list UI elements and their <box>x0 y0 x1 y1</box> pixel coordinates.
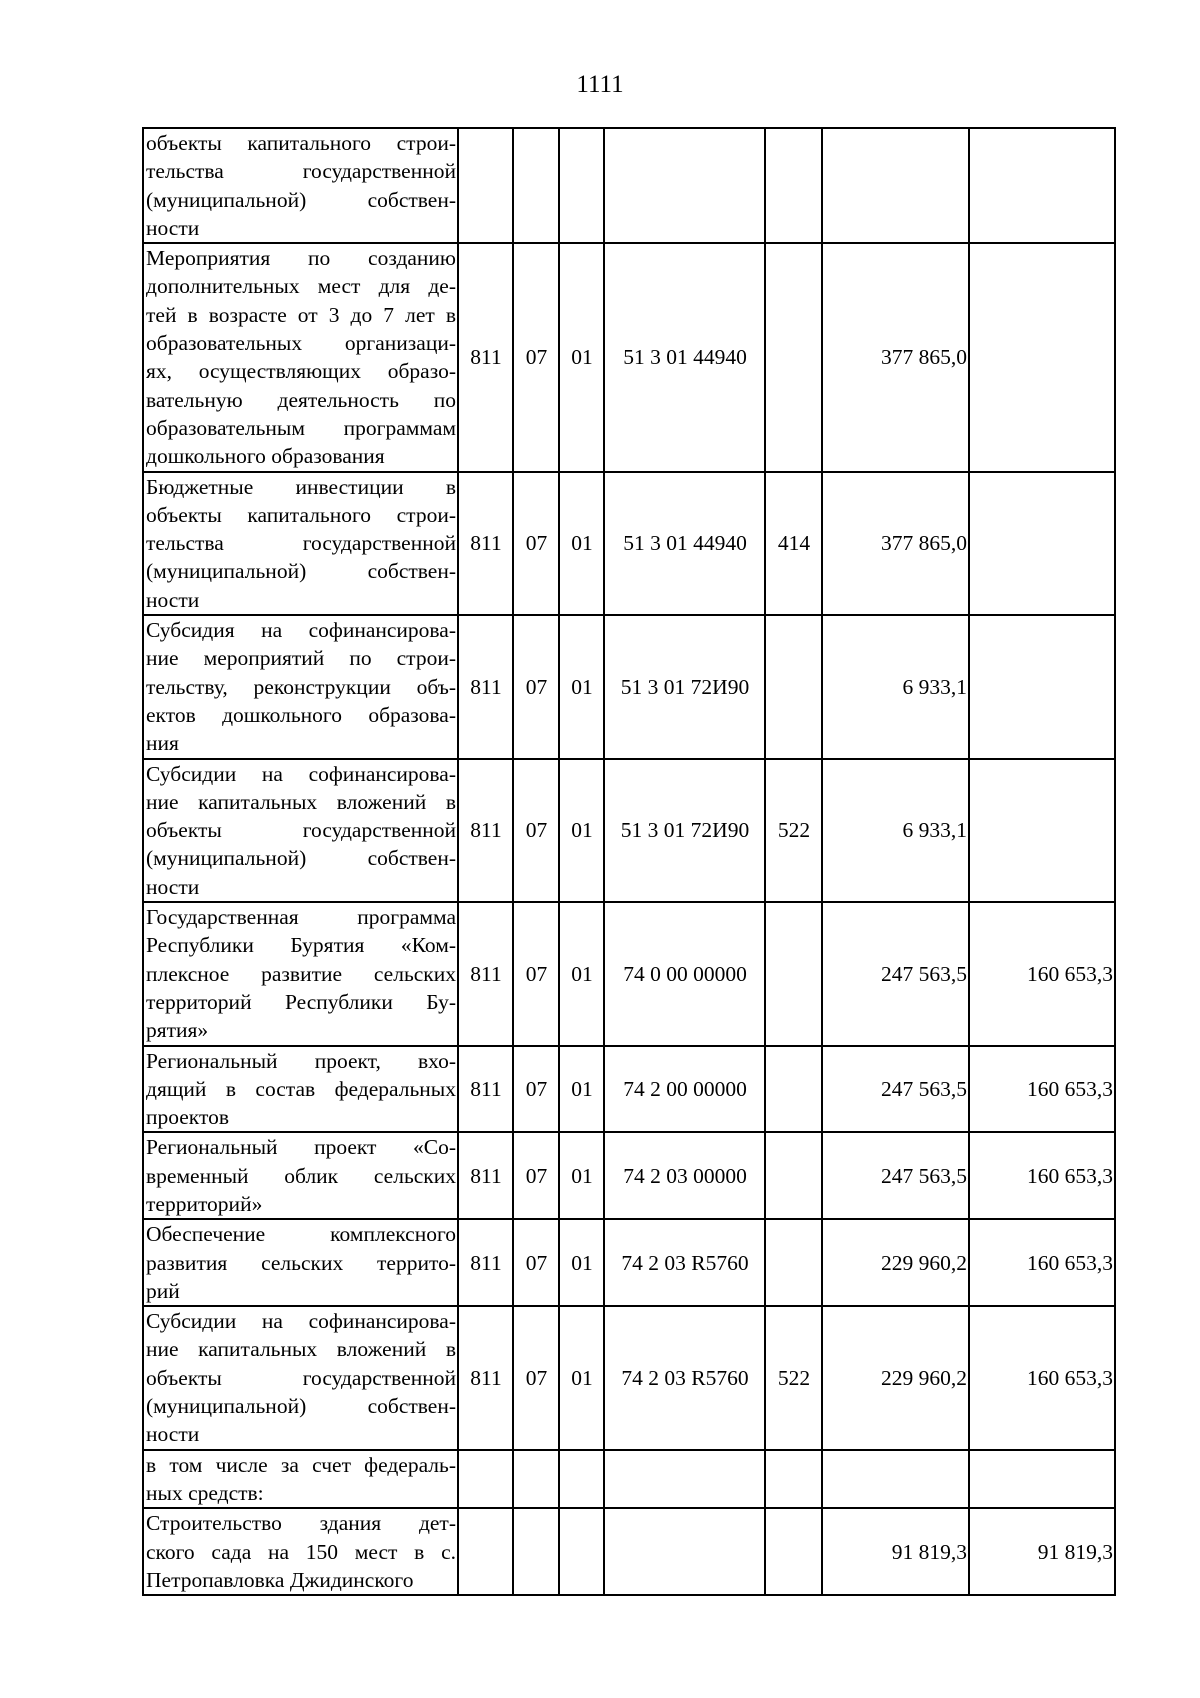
expense-type-cell <box>765 243 822 471</box>
item-name-line: территорий Республики Бу- <box>146 989 456 1014</box>
amount-cell: 160 653,3 <box>969 1132 1115 1219</box>
ministry-code-cell: 811 <box>458 472 513 615</box>
expense-type-cell <box>765 1508 822 1595</box>
table-row <box>143 615 1115 758</box>
item-name-line: Субсидия на софинансирова- <box>146 618 456 643</box>
target-article-cell: 74 2 03 R5760 <box>604 1306 765 1449</box>
target-article-cell: 74 2 03 R5760 <box>604 1219 765 1306</box>
item-name-line: Петропавловка Джидинского <box>146 1567 414 1592</box>
section-code-cell <box>513 1508 559 1595</box>
subsection-code-cell: 01 <box>559 1046 604 1133</box>
item-name-line: плексное развитие сельских <box>146 961 456 986</box>
item-name-cell <box>143 615 458 758</box>
item-name-line: ние капитальных вложений в <box>146 1337 456 1362</box>
ministry-code-cell <box>458 1508 513 1595</box>
target-article-cell <box>604 1508 765 1595</box>
section-code-cell: 07 <box>513 1046 559 1133</box>
table-row <box>143 128 1115 243</box>
amount-cell: 91 819,3 <box>822 1508 969 1595</box>
item-name-line: временный облик сельских <box>146 1163 456 1188</box>
amount-cell <box>969 472 1115 615</box>
item-name-line: ектов дошкольного образова- <box>146 702 456 727</box>
item-name-cell <box>143 1450 458 1509</box>
item-name-line: Субсидии на софинансирова- <box>146 1309 456 1334</box>
item-name-line: тей в возрасте от 3 до 7 лет в <box>146 302 456 327</box>
table-row <box>143 759 1115 902</box>
item-name-line: (муниципальной) собствен- <box>146 1394 456 1419</box>
item-name-line: в том числе за счет федераль- <box>146 1452 456 1477</box>
subsection-code-cell: 01 <box>559 472 604 615</box>
expense-type-cell <box>765 1046 822 1133</box>
target-article-cell <box>604 128 765 243</box>
table-row <box>143 1132 1115 1219</box>
expense-type-cell <box>765 128 822 243</box>
item-name-line: Республики Бурятия «Ком- <box>146 933 456 958</box>
amount-cell: 377 865,0 <box>822 472 969 615</box>
expense-type-cell: 522 <box>765 759 822 902</box>
item-name-line: (муниципальной) собствен- <box>146 846 456 871</box>
section-code-cell: 07 <box>513 615 559 758</box>
expense-type-cell: 522 <box>765 1306 822 1449</box>
target-article-cell: 74 0 00 00000 <box>604 902 765 1045</box>
expense-type-cell: 414 <box>765 472 822 615</box>
table-row <box>143 243 1115 471</box>
section-code-cell: 07 <box>513 243 559 471</box>
amount-cell: 6 933,1 <box>822 615 969 758</box>
amount-cell: 91 819,3 <box>969 1508 1115 1595</box>
section-code-cell <box>513 1450 559 1509</box>
item-name-line: территорий» <box>146 1191 263 1216</box>
amount-cell <box>822 128 969 243</box>
item-name-line: объекты капитального строи- <box>146 131 456 155</box>
subsection-code-cell: 01 <box>559 759 604 902</box>
table-row <box>143 1306 1115 1449</box>
amount-cell: 6 933,1 <box>822 759 969 902</box>
amount-cell <box>969 615 1115 758</box>
expense-type-cell <box>765 1132 822 1219</box>
item-name-line: ние капитальных вложений в <box>146 789 456 814</box>
item-name-line: ского сада на 150 мест в с. <box>146 1539 456 1564</box>
item-name-line: вательную деятельность по <box>146 387 456 412</box>
section-code-cell: 07 <box>513 472 559 615</box>
item-name-line: ности <box>146 587 200 612</box>
amount-cell <box>969 759 1115 902</box>
table-row <box>143 1450 1115 1509</box>
item-name-line: Региональный проект, вхо- <box>146 1048 456 1073</box>
item-name-cell <box>143 1306 458 1449</box>
section-code-cell <box>513 128 559 243</box>
item-name-line: дополнительных мест для де- <box>146 274 456 299</box>
ministry-code-cell <box>458 1450 513 1509</box>
item-name-line: образовательным программам <box>146 415 456 440</box>
table-row <box>143 1046 1115 1133</box>
amount-cell: 160 653,3 <box>969 1046 1115 1133</box>
budget-table <box>142 127 1116 1596</box>
amount-cell <box>822 1450 969 1509</box>
page-number: 1111 <box>576 71 624 98</box>
item-name-line: Мероприятия по созданию <box>146 246 456 271</box>
item-name-cell <box>143 759 458 902</box>
amount-cell <box>969 243 1115 471</box>
item-name-cell <box>143 243 458 471</box>
ministry-code-cell: 811 <box>458 615 513 758</box>
item-name-line: Региональный проект «Со- <box>146 1135 456 1160</box>
amount-cell <box>969 1450 1115 1509</box>
item-name-cell <box>143 1132 458 1219</box>
ministry-code-cell: 811 <box>458 902 513 1045</box>
subsection-code-cell: 01 <box>559 615 604 758</box>
table-row <box>143 902 1115 1045</box>
amount-cell: 247 563,5 <box>822 1132 969 1219</box>
amount-cell: 247 563,5 <box>822 902 969 1045</box>
item-name-line: тельства государственной <box>146 159 456 184</box>
item-name-line: тельству, реконструкции объ- <box>146 674 456 699</box>
ministry-code-cell: 811 <box>458 1132 513 1219</box>
table-row <box>143 1219 1115 1306</box>
expense-type-cell <box>765 1450 822 1509</box>
item-name-line: объекты государственной <box>146 818 456 843</box>
ministry-code-cell: 811 <box>458 243 513 471</box>
item-name-line: рий <box>146 1278 180 1303</box>
target-article-cell: 51 3 01 72И90 <box>604 615 765 758</box>
subsection-code-cell: 01 <box>559 1219 604 1306</box>
item-name-line: дошкольного образования <box>146 444 385 469</box>
item-name-line: (муниципальной) собствен- <box>146 187 456 212</box>
expense-type-cell <box>765 1219 822 1306</box>
item-name-line: ях, осуществляющих образо- <box>146 359 456 384</box>
ministry-code-cell: 811 <box>458 1046 513 1133</box>
table-row <box>143 472 1115 615</box>
expense-type-cell <box>765 902 822 1045</box>
item-name-line: Строительство здания дет- <box>146 1511 456 1536</box>
item-name-cell <box>143 1046 458 1133</box>
item-name-line: (муниципальной) собствен- <box>146 559 456 584</box>
ministry-code-cell: 811 <box>458 1306 513 1449</box>
item-name-line: развития сельских террито- <box>146 1250 456 1275</box>
ministry-code-cell <box>458 128 513 243</box>
amount-cell: 229 960,2 <box>822 1219 969 1306</box>
section-code-cell: 07 <box>513 759 559 902</box>
ministry-code-cell: 811 <box>458 759 513 902</box>
target-article-cell: 51 3 01 72И90 <box>604 759 765 902</box>
table-row <box>143 1508 1115 1595</box>
subsection-code-cell <box>559 128 604 243</box>
item-name-line: Бюджетные инвестиции в <box>146 474 456 499</box>
item-name-line: ния <box>146 731 179 756</box>
section-code-cell: 07 <box>513 1132 559 1219</box>
item-name-line: тельства государственной <box>146 531 456 556</box>
amount-cell: 377 865,0 <box>822 243 969 471</box>
amount-cell: 160 653,3 <box>969 902 1115 1045</box>
target-article-cell: 51 3 01 44940 <box>604 472 765 615</box>
subsection-code-cell <box>559 1450 604 1509</box>
subsection-code-cell: 01 <box>559 1306 604 1449</box>
subsection-code-cell: 01 <box>559 243 604 471</box>
target-article-cell <box>604 1450 765 1509</box>
item-name-cell <box>143 128 458 243</box>
item-name-line: дящий в состав федеральных <box>146 1076 456 1101</box>
item-name-line: Обеспечение комплексного <box>146 1222 456 1247</box>
target-article-cell: 74 2 00 00000 <box>604 1046 765 1133</box>
item-name-cell <box>143 472 458 615</box>
item-name-line: ности <box>146 1422 200 1447</box>
item-name-line: образовательных организаци- <box>146 331 456 356</box>
item-name-line: ных средств: <box>146 1480 264 1505</box>
item-name-line: Государственная программа <box>146 905 456 930</box>
item-name-line: Субсидии на софинансирова- <box>146 761 456 786</box>
item-name-cell <box>143 1219 458 1306</box>
item-name-cell <box>143 902 458 1045</box>
amount-cell <box>969 128 1115 243</box>
section-code-cell: 07 <box>513 1219 559 1306</box>
amount-cell: 247 563,5 <box>822 1046 969 1133</box>
target-article-cell: 51 3 01 44940 <box>604 243 765 471</box>
subsection-code-cell: 01 <box>559 902 604 1045</box>
ministry-code-cell: 811 <box>458 1219 513 1306</box>
subsection-code-cell: 01 <box>559 1132 604 1219</box>
amount-cell: 160 653,3 <box>969 1306 1115 1449</box>
target-article-cell: 74 2 03 00000 <box>604 1132 765 1219</box>
item-name-line: ние мероприятий по строи- <box>146 646 456 671</box>
item-name-line: рятия» <box>146 1018 209 1043</box>
amount-cell: 229 960,2 <box>822 1306 969 1449</box>
section-code-cell: 07 <box>513 1306 559 1449</box>
item-name-line: ности <box>146 215 200 240</box>
item-name-cell <box>143 1508 458 1595</box>
item-name-line: объекты государственной <box>146 1365 456 1390</box>
item-name-line: ности <box>146 874 200 899</box>
subsection-code-cell <box>559 1508 604 1595</box>
expense-type-cell <box>765 615 822 758</box>
amount-cell: 160 653,3 <box>969 1219 1115 1306</box>
section-code-cell: 07 <box>513 902 559 1045</box>
item-name-line: проектов <box>146 1105 229 1130</box>
item-name-line: объекты капитального строи- <box>146 502 456 527</box>
